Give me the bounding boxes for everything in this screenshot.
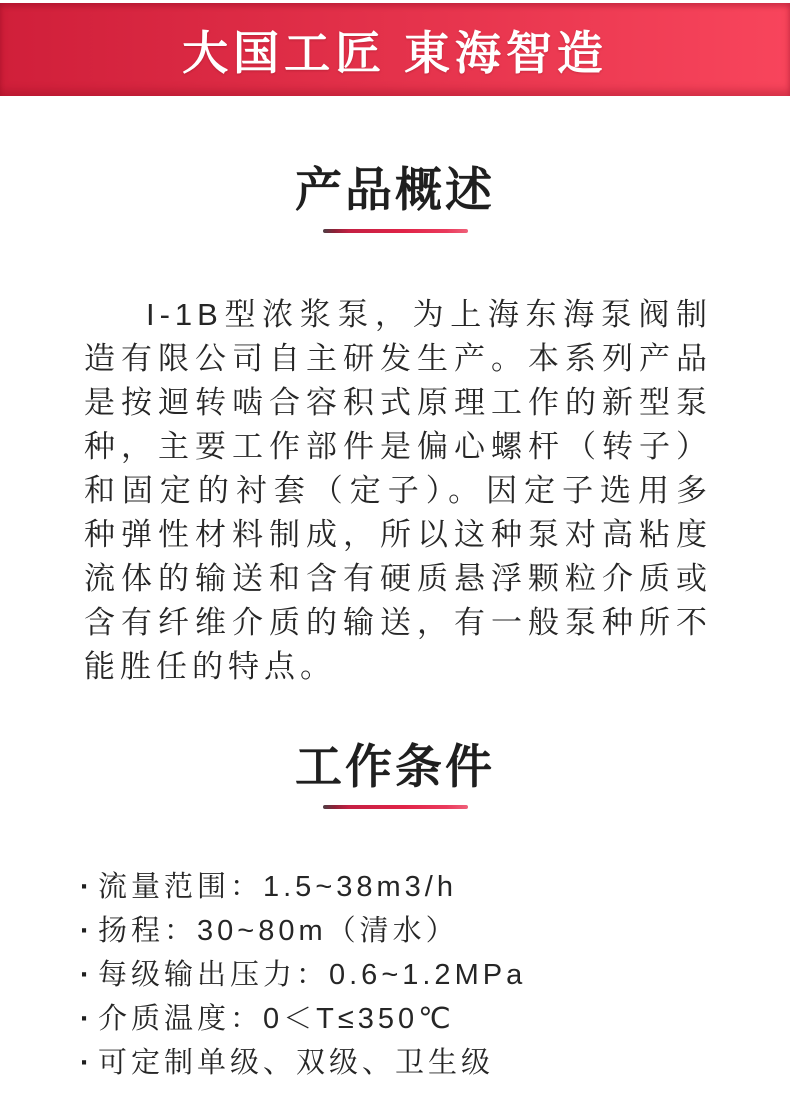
list-item-flow-range xyxy=(80,865,730,909)
list-item-stage-pressure xyxy=(80,953,730,997)
bullet-text: 流量范围：1.5~38m3/h xyxy=(98,871,457,904)
bullet-dot-icon: · xyxy=(80,871,94,904)
bullet-text: 介质温度：0＜T≤350℃ xyxy=(98,1003,455,1036)
bullet-text: 扬程：30~80m（清水） xyxy=(98,915,459,948)
working-conditions-list xyxy=(80,865,730,1085)
list-item-medium-temperature xyxy=(80,997,730,1041)
list-item-head xyxy=(80,909,730,953)
bullet-text: 可定制单级、双级、卫生级 xyxy=(98,1047,495,1080)
working-conditions-section xyxy=(0,741,790,1086)
bullet-dot-icon: · xyxy=(80,959,94,992)
title-underline xyxy=(323,805,468,809)
working-conditions-title: 工作条件 xyxy=(295,739,495,793)
overview-section xyxy=(0,164,790,689)
banner xyxy=(0,3,790,96)
bullet-text: 每级输出压力：0.6~1.2MPa xyxy=(98,959,527,992)
banner-title: 大国工匠 東海智造 xyxy=(182,26,608,79)
bullet-dot-icon: · xyxy=(80,1047,94,1080)
product-page xyxy=(0,3,790,1120)
list-item-customization xyxy=(80,1041,730,1085)
title-underline xyxy=(323,229,468,233)
bullet-dot-icon: · xyxy=(80,1003,94,1036)
bullet-dot-icon: · xyxy=(80,915,94,948)
overview-paragraph: I-1B型浓浆泵，为上海东海泵阀制造有限公司自主研发生产。本系列产品是按迴转啮合容积式原理工作的新型泵种，主要工作部件是偏心螺杆（转子）和固定的衬套（定子）。因定子选用多种弹性材料制成，所以这种泵对高粘度流体的输送和含有硬质悬浮颗粒介质或含有纤维介质的输送，有一般泵种所不能胜任的特点。 xyxy=(84,296,712,684)
overview-section-title: 产品概述 xyxy=(295,163,495,216)
